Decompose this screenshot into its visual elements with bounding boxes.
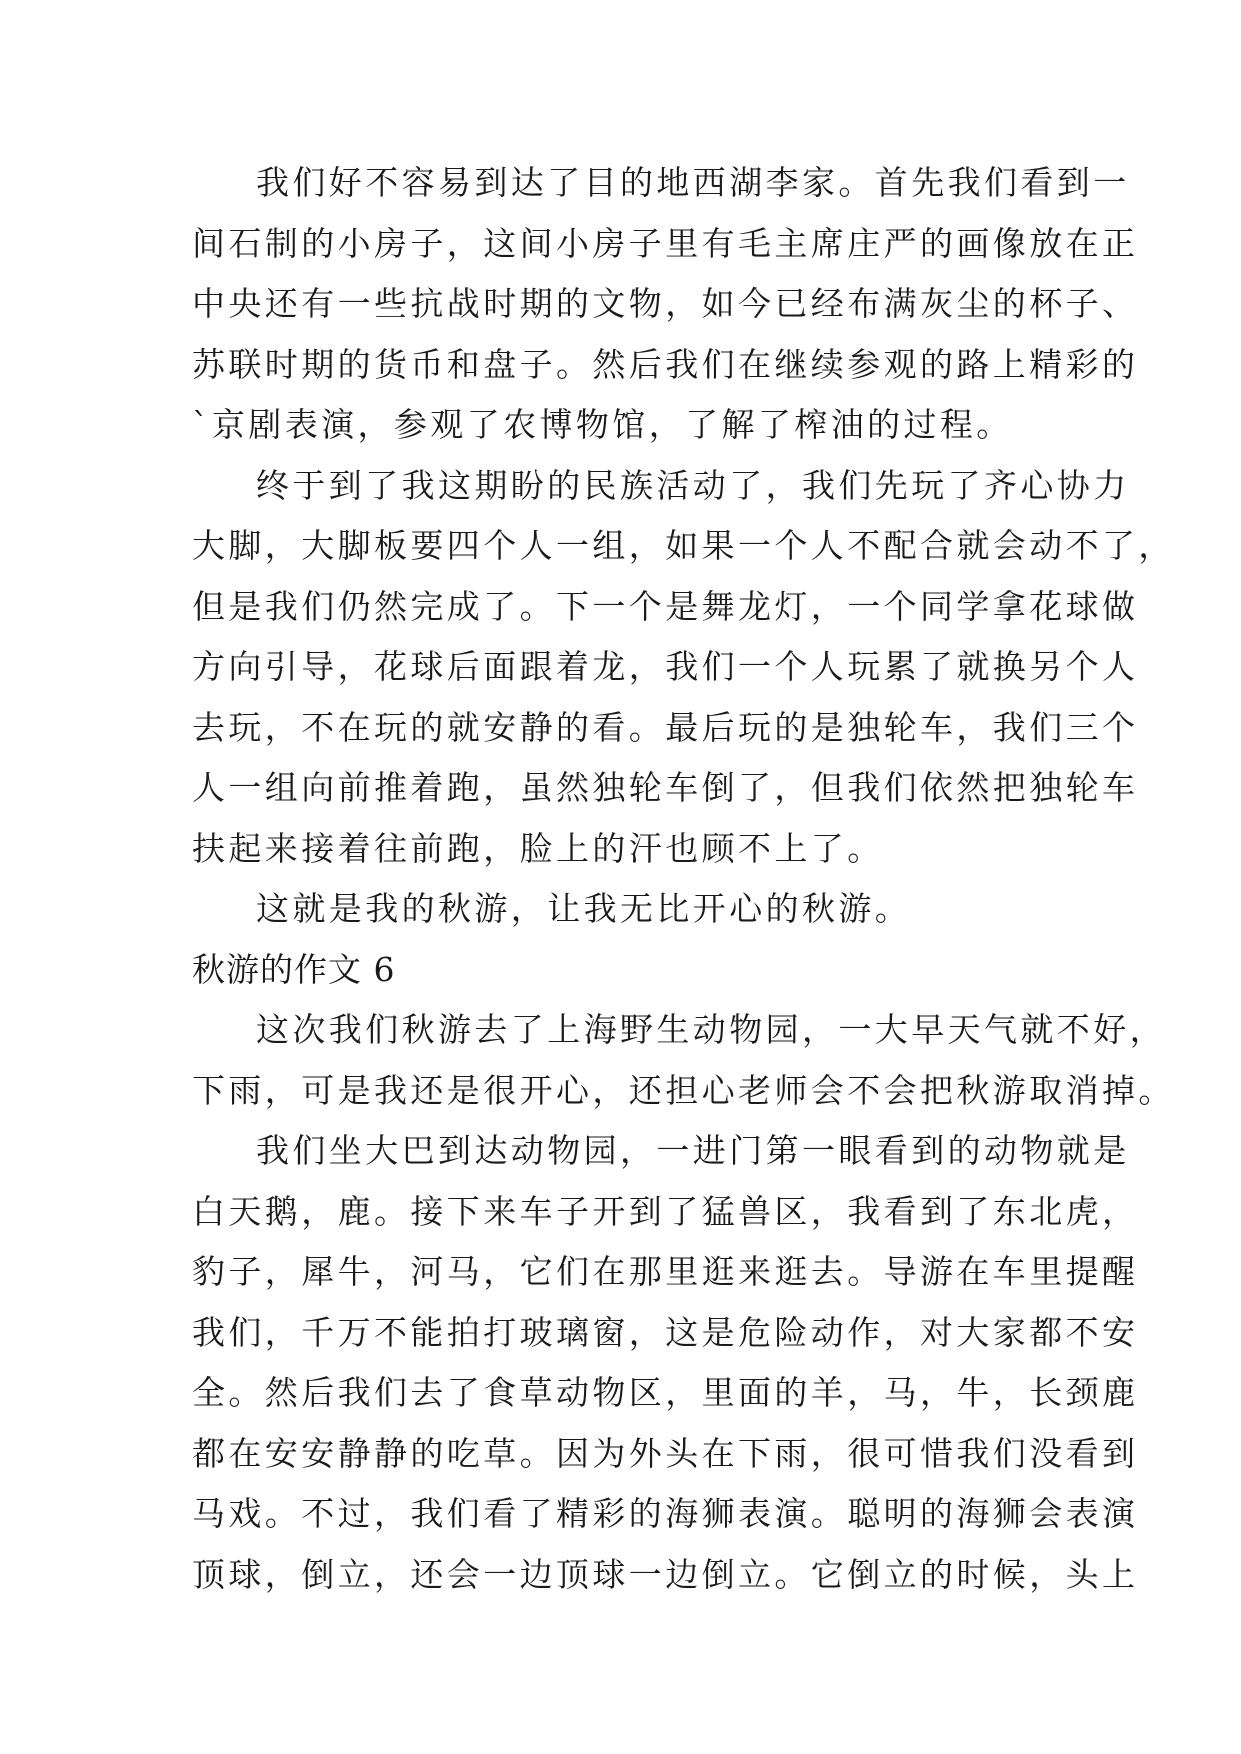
- text-line: 豹子，犀牛，河马，它们在那里逛来逛去。导游在车里提醒: [192, 1252, 1139, 1291]
- text-line: `京剧表演，参观了农博物馆，了解了榨油的过程。: [192, 405, 1013, 444]
- text-line: 这就是我的秋游，让我无比开心的秋游。: [256, 889, 912, 928]
- text-line: 这次我们秋游去了上海野生动物园，一大早天气就不好，: [256, 1010, 1166, 1049]
- text-line: 终于到了我这期盼的民族活动了，我们先玩了齐心协力: [256, 465, 1130, 505]
- text-line: 人一组向前推着跑，虽然独轮车倒了，但我们依然把独轮车: [192, 768, 1139, 807]
- text-line: 间石制的小房子，这间小房子里有毛主席庄严的画像放在正: [192, 223, 1139, 263]
- text-line: 但是我们仍然完成了。下一个是舞龙灯，一个同学拿花球做: [192, 586, 1139, 626]
- text-line: 顶球，倒立，还会一边顶球一边倒立。它倒立的时候，头上: [192, 1554, 1139, 1594]
- text-line: 马戏。不过，我们看了精彩的海狮表演。聪明的海狮会表演: [192, 1494, 1139, 1533]
- text-line: 大脚，大脚板要四个人一组，如果一个人不配合就会动不了，: [192, 526, 1175, 565]
- text-line: 扶起来接着往前跑，脸上的汗也顾不上了。: [192, 828, 884, 868]
- text-line: 我们好不容易到达了目的地西湖李家。首先我们看到一: [256, 163, 1130, 202]
- text-line: 方向引导，花球后面跟着龙，我们一个人玩累了就换另个人: [192, 647, 1139, 686]
- text-line: 去玩，不在玩的就安静的看。最后玩的是独轮车，我们三个: [192, 707, 1139, 747]
- section-heading: 秋游的作文 6: [192, 949, 396, 989]
- text-line: 全。然后我们去了食草动物区，里面的羊，马，牛，长颈鹿: [192, 1373, 1139, 1412]
- document-body: [192, 153, 1175, 1605]
- text-line: 都在安安静静的吃草。因为外头在下雨，很可惜我们没看到: [192, 1433, 1139, 1473]
- text-line: 我们，千万不能拍打玻璃窗，这是危险动作，对大家都不安: [192, 1312, 1139, 1352]
- text-line: 下雨，可是我还是很开心，还担心老师会不会把秋游取消掉。: [192, 1070, 1175, 1110]
- text-line: 我们坐大巴到达动物园，一进门第一眼看到的动物就是: [256, 1131, 1130, 1170]
- text-line: 白天鹅，鹿。接下来车子开到了猛兽区，我看到了东北虎，: [192, 1191, 1139, 1231]
- text-line: 中央还有一些抗战时期的文物，如今已经布满灰尘的杯子、: [192, 284, 1139, 323]
- text-line: 苏联时期的货币和盘子。然后我们在继续参观的路上精彩的: [192, 344, 1139, 384]
